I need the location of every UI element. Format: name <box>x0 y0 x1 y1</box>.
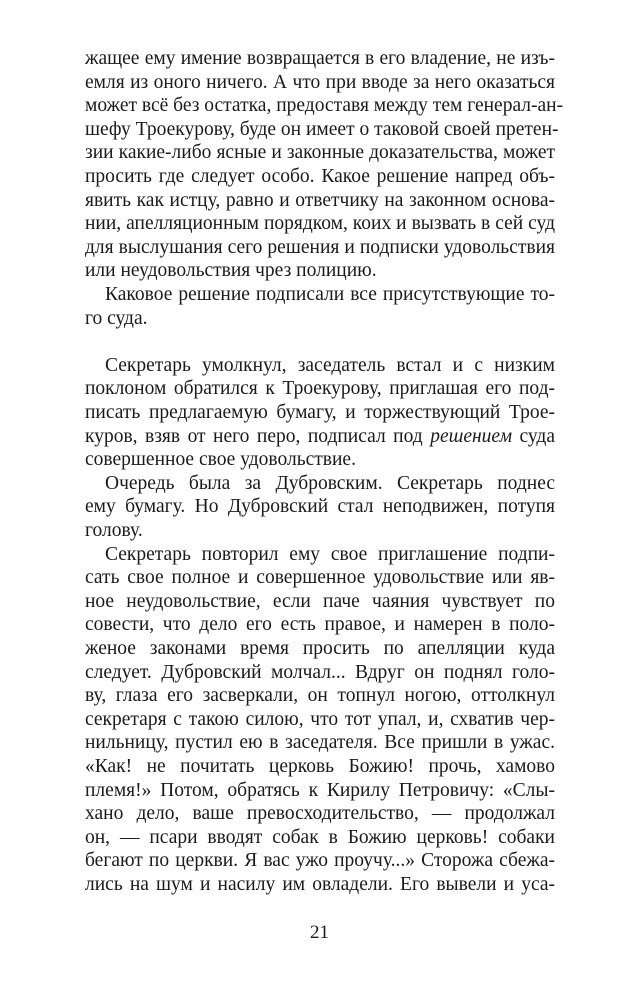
text-line: для выслушания сего решения и подписки удовольствия <box>85 236 555 258</box>
text-line: жащее ему имение возвращается в его владение, не изъ- <box>85 48 555 69</box>
text-line: голову. <box>85 520 143 541</box>
text-line: шефу Троекурову, буде он имеет о таковой своей претен- <box>85 118 559 140</box>
text-line: хано дело, ваше превосходительство, — продолжал <box>85 803 555 825</box>
text-line <box>85 424 555 450</box>
text-line: нильницу, пустил ею в заседателя. Все пришли в ужас. <box>85 732 555 754</box>
text-line: поклоном обратился к Троекурову, приглашая его под- <box>85 378 555 400</box>
text-line: явить как истцу, равно и ответчику на законном основа- <box>85 189 555 211</box>
text-line: просить где следует особо. Какое решение напред объ- <box>85 166 555 187</box>
text-line: сать свое полное и совершенное удовольствие или яв- <box>85 567 555 589</box>
text-line: Секретарь умолкнул, заседатель встал и с низким <box>105 354 555 376</box>
text-line: совершенное свое удовольствие. <box>85 449 356 471</box>
text-line: го суда. <box>85 307 148 329</box>
text-line: «Как! не почитать церковь Божию! прочь, хамово <box>85 756 555 777</box>
text-line: он, — псари вводят собак в Божию церковь! собаки <box>85 826 555 848</box>
text-line: Секретарь повторил ему свое приглашение подпи- <box>105 543 555 565</box>
text-line: или неудовольствия чрез полицию. <box>85 260 377 282</box>
text-line: нии, апелляционным порядком, коих и вызвать в сей суд <box>85 213 555 235</box>
text-line: ное неудовольствие, если паче чаяния чувствует по <box>85 590 555 612</box>
text-line: может всё без остатка, предоставя между тем генерал-ан- <box>85 95 564 117</box>
text-line: ему бумагу. Но Дубровский стал неподвижен, потупя <box>85 496 555 518</box>
text-line: Каковое решение подписали все присутствующие то- <box>105 284 555 305</box>
text-line-start: куров, взяв от него перо, подписал под <box>85 425 423 447</box>
text-line: зии какие-либо ясные и законные доказательства, может <box>85 142 555 164</box>
text-line: писать предлагаемую бумагу, и торжествующий Трое- <box>85 402 555 423</box>
text-line: совести, что дело его есть правое, и намерен в поло- <box>85 614 555 636</box>
italic-word: решением <box>430 425 513 447</box>
page-number: 21 <box>310 922 329 943</box>
text-line-end: суда <box>519 425 556 447</box>
text-line: ву, глаза его засверкали, он топнул ногою, оттолкнул <box>85 685 555 707</box>
text-line: лись на шум и насилу им овладели. Его вывели и уса- <box>85 874 555 895</box>
text-line: секретаря с такою силою, что тот упал, и, схватив чер- <box>85 708 555 730</box>
text-line: племя!» Потом, обратясь к Кирилу Петровичу: «Слы- <box>85 779 555 801</box>
text-line: Очередь была за Дубровским. Секретарь поднес <box>105 472 555 494</box>
text-line: бегают по церкви. Я вас ужо проучу...» Сторожа сбежа- <box>85 850 555 872</box>
text-line: следует. Дубровский молчал... Вдруг он поднял голо- <box>85 661 555 683</box>
text-line: женое законами время просить по апелляции куда <box>85 638 555 659</box>
text-line: емля из оного ничего. А что при вводе за него оказаться <box>85 71 555 93</box>
